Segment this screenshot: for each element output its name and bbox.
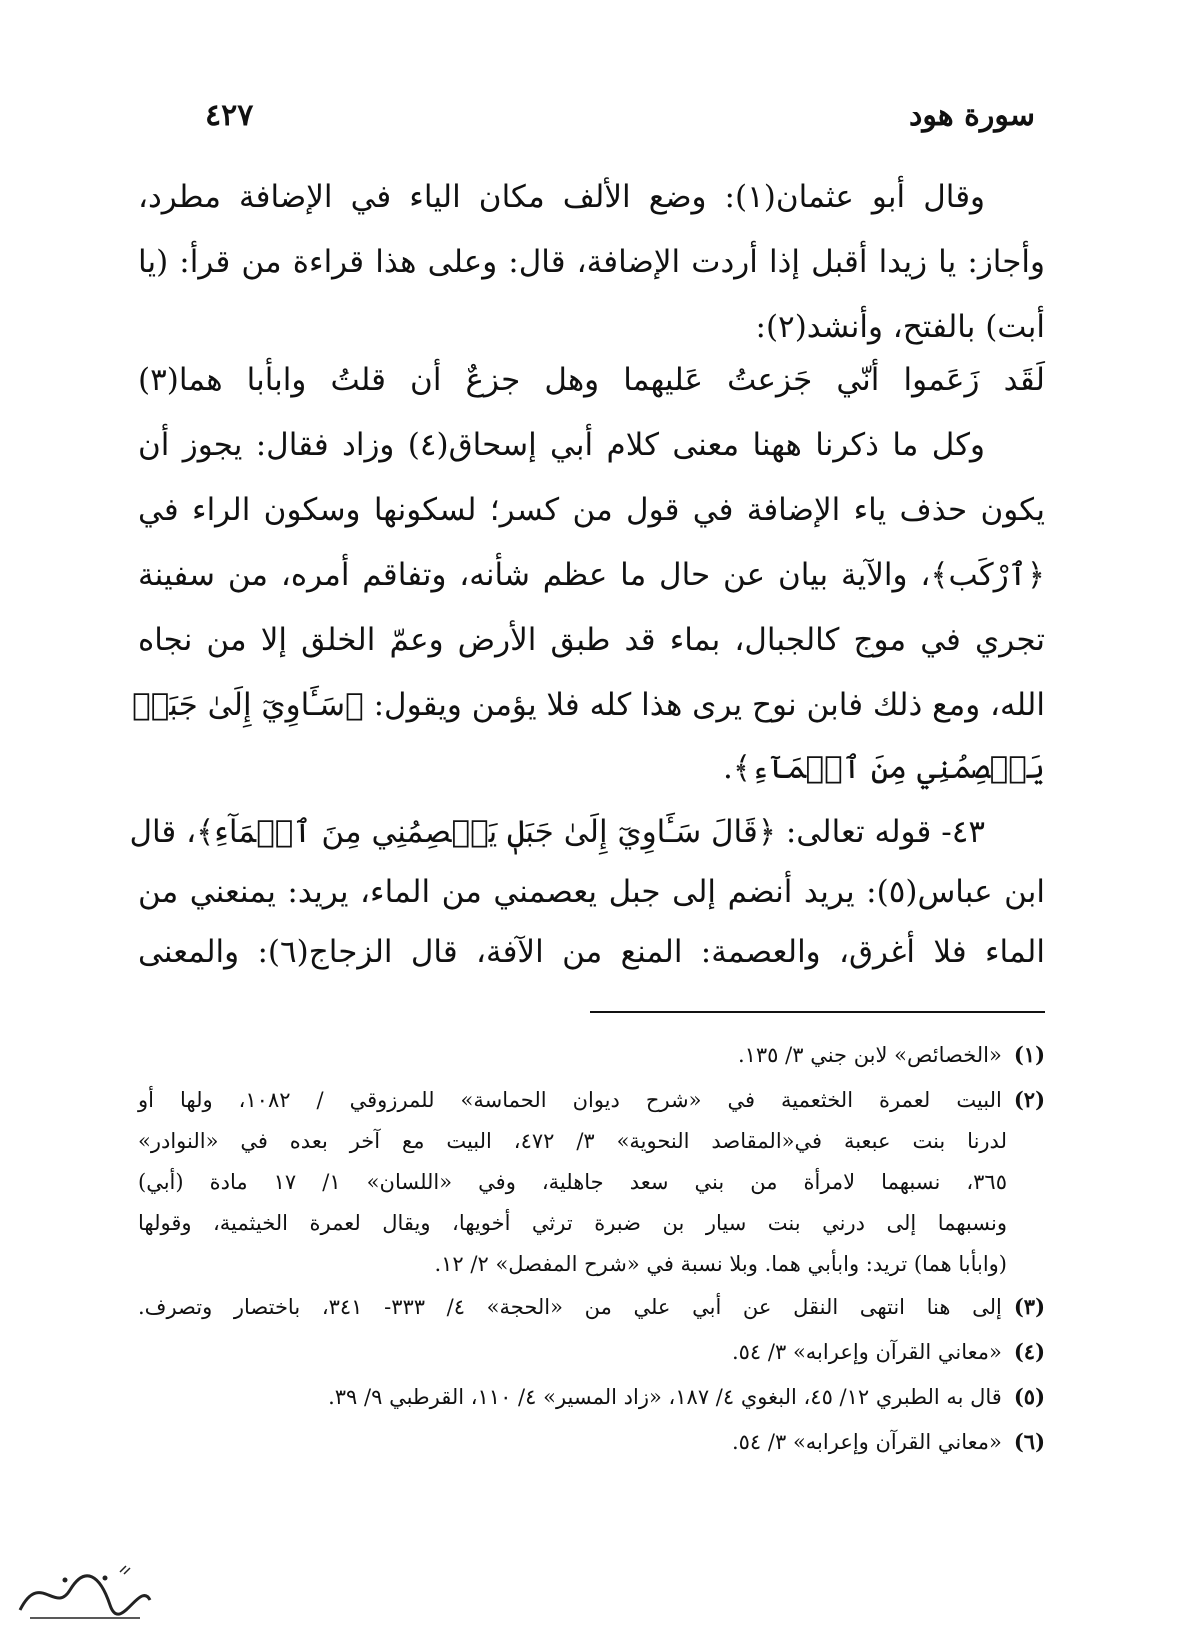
body-line: أبت) بالفتح، وأنشد(٢): xyxy=(755,309,1045,345)
footnote-2-line: ٣٦٥، نسبهما لامرأة من بني سعد جاهلية، وفي «اللسان» ١/ ١٧ مادة (أبي) xyxy=(138,1170,1007,1194)
footnote-2-line: ونسبهما إلى درني بنت سيار بن ضبرة ترثي أخويها، ويقال لعمرة الخيثمية، وقولها xyxy=(138,1211,1007,1235)
footnote-6 xyxy=(138,1427,1045,1457)
footnote-text: «معاني القرآن وإعرابه» ٣/ ٥٤. xyxy=(731,1340,1002,1364)
footnote-mark: (٦) xyxy=(1013,1429,1045,1454)
body-line: ﴿ٱرْكَب﴾، والآية بيان عن حال ما عظم شأنه، وتفاقم أمره، من سفينة xyxy=(138,557,1045,593)
body-line: وكل ما ذكرنا ههنا معنى كلام أبي إسحاق(٤) وزاد فقال: يجوز أن xyxy=(138,427,985,463)
publisher-logo xyxy=(10,1560,160,1630)
body-line: ابن عباس(٥): يريد أنضم إلى جبل يعصمني من الماء، يريد: يمنعني من xyxy=(138,874,1045,910)
body-line: يكون حذف ياء الإضافة في قول من كسر؛ لسكونها وسكون الراء في xyxy=(138,492,1045,528)
body-line: يَعۡصِمُنِي مِنَ ٱلۡمَآءِ﴾. xyxy=(723,750,1045,786)
footnote-mark: (٥) xyxy=(1013,1384,1045,1409)
footnote-mark: (١) xyxy=(1013,1042,1045,1067)
footnote-2-line: لدرنا بنت عبعبة في«المقاصد النحوية» ٣/ ٤٧٢، البيت مع آخر بعده في «النوادر» xyxy=(138,1129,1007,1153)
page-number: ٤٢٧ xyxy=(205,98,254,133)
footnote-mark: (٢) xyxy=(1013,1087,1045,1112)
footnote-4 xyxy=(138,1337,1045,1367)
footnote-5 xyxy=(138,1382,1045,1412)
footnote-separator xyxy=(590,1011,1045,1013)
poetry-verse: لَقَد زَعَموا أنّي جَزعتُ عَليهما وهل جزعٌ أن قلتُ وابأبا هما(٣) xyxy=(138,362,1045,398)
footnote-mark: (٣) xyxy=(1013,1294,1045,1319)
footnote-text: قال به الطبري ١٢/ ٤٥، البغوي ٤/ ١٨٧، «زاد المسير» ٤/ ١١٠، القرطبي ٩/ ٣٩. xyxy=(328,1385,1002,1409)
footnote-3 xyxy=(138,1292,1045,1322)
verse-heading: ٤٣- قوله تعالى: ﴿قَالَ سَـَٔاوِيٓ إِلَىٰ جَبَلٖ يَعۡصِمُنِي مِنَ ٱلۡمَآءِ﴾، قال xyxy=(129,814,985,850)
footnote-2 xyxy=(138,1085,1045,1115)
footnote-text: «معاني القرآن وإعرابه» ٣/ ٥٤. xyxy=(731,1430,1002,1454)
footnote-2-line: (وابأبا هما) تريد: وابأبي هما. وبلا نسبة في «شرح المفصل» ٢/ ١٢. xyxy=(434,1252,1007,1276)
footnote-1 xyxy=(138,1040,1045,1070)
surah-title: سورة هود xyxy=(909,98,1035,133)
footnote-mark: (٤) xyxy=(1013,1339,1045,1364)
body-line: وأجاز: يا زيدا أقبل إذا أردت الإضافة، قال: وعلى هذا قراءة من قرأ: (يا xyxy=(138,244,1045,280)
body-line: وقال أبو عثمان(١): وضع الألف مكان الياء في الإضافة مطرد، xyxy=(138,179,985,215)
body-line: تجري في موج كالجبال، بماء قد طبق الأرض وعمّ الخلق إلا من نجاه xyxy=(138,622,1045,658)
footnote-text: «الخصائص» لابن جني ٣/ ١٣٥. xyxy=(737,1043,1002,1067)
body-line: الله، ومع ذلك فابن نوح يرى هذا كله فلا يؤمن ويقول: ﴿سَـَٔاوِيٓ إِلَىٰ جَبَلٖ xyxy=(132,687,1045,723)
footnote-text: إلى هنا انتهى النقل عن أبي علي من «الحجة» ٤/ ٣٣٣- ٣٤١، باختصار وتصرف. xyxy=(138,1295,1002,1319)
body-line: الماء فلا أغرق، والعصمة: المنع من الآفة، قال الزجاج(٦): والمعنى xyxy=(138,934,1045,970)
footnote-text: البيت لعمرة الخثعمية في «شرح ديوان الحماسة» للمرزوقي / ١٠٨٢، ولها أو xyxy=(138,1088,1002,1112)
